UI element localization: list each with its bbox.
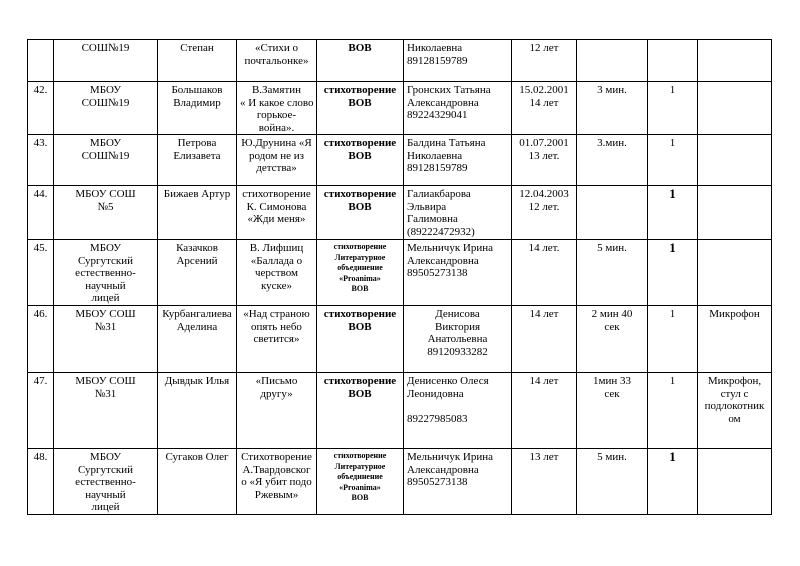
teacher-line: 89505273138 <box>407 476 468 488</box>
participants-count-cell <box>648 449 698 515</box>
school-cell <box>54 306 158 373</box>
genre-line: ВОВ <box>348 320 372 333</box>
work-title-line: А.Твардовског <box>242 463 311 476</box>
teacher-line: Галимовна <box>407 213 458 225</box>
work-title-line: «Письмо <box>255 375 298 387</box>
equipment-line <box>701 137 768 150</box>
participants-count-cell <box>648 40 698 82</box>
equipment-cell <box>698 82 772 135</box>
participants-count-cell <box>648 82 698 135</box>
participants-count-text: 1 <box>669 308 676 320</box>
age-line: 12 лет <box>529 42 559 54</box>
genre-line: «Proanima» <box>339 273 381 283</box>
table-row <box>28 373 772 449</box>
genre-cell <box>317 135 404 186</box>
participant-name-cell <box>158 82 237 135</box>
row-number-cell <box>28 373 54 449</box>
work-title-cell <box>237 40 317 82</box>
work-title-line: « И какое слово <box>240 96 314 109</box>
participant-name-cell <box>158 186 237 240</box>
participant-name-line: Елизавета <box>173 149 221 162</box>
row-number-cell <box>28 135 54 186</box>
duration-cell <box>577 135 648 186</box>
teacher-line: Денисенко Олеся <box>407 375 489 387</box>
work-title-line: почтальонке» <box>244 54 309 67</box>
participant-name-line: Арсений <box>176 254 218 267</box>
equipment-cell <box>698 135 772 186</box>
teacher-line <box>407 400 508 413</box>
school-line: МБОУ СОШ <box>75 188 136 200</box>
teacher-cell <box>404 135 512 186</box>
participant-name-cell <box>158 449 237 515</box>
participant-name-line: Аделина <box>176 320 218 333</box>
work-title-line: В. Лифшиц <box>249 242 304 254</box>
school-line: №31 <box>94 387 117 400</box>
age-line: 13 лет. <box>528 149 560 162</box>
teacher-cell <box>404 40 512 82</box>
duration-line <box>580 42 644 55</box>
equipment-line <box>701 188 768 201</box>
duration-cell <box>577 306 648 373</box>
work-title-line: «Жди меня» <box>247 213 306 225</box>
genre-line: стихотворение <box>323 137 397 149</box>
teacher-line: Мельничук Ирина <box>407 451 494 463</box>
school-line: научный <box>85 279 126 292</box>
participant-name-line: Бижаев Артур <box>163 188 231 200</box>
table-row <box>28 82 772 135</box>
age-line: 14 лет <box>529 96 559 109</box>
school-line: СОШ№19 <box>81 149 130 162</box>
equipment-cell <box>698 40 772 82</box>
participants-count-text <box>651 42 694 55</box>
duration-line: 3.мин. <box>597 137 627 149</box>
age-cell <box>512 240 577 306</box>
school-line: МБОУ <box>89 84 122 96</box>
row-number-text: 44. <box>33 188 48 200</box>
participants-count-cell <box>648 240 698 306</box>
school-line: МБОУ <box>89 451 122 463</box>
table-row <box>28 40 772 82</box>
duration-cell <box>577 449 648 515</box>
teacher-line: Гронских Татьяна <box>407 84 491 96</box>
work-title-line: горькое- <box>256 109 297 121</box>
work-title-cell <box>237 449 317 515</box>
participants-count-cell <box>648 135 698 186</box>
age-line: 15.02.2001 <box>519 84 569 96</box>
participants-count-text: 1 <box>669 84 676 96</box>
duration-line: сек <box>604 387 620 400</box>
genre-line: стихотворение <box>323 375 397 387</box>
participant-name-line: Петрова <box>177 137 217 149</box>
duration-line: 1мин 33 <box>593 375 631 387</box>
school-line: МБОУ СОШ <box>75 375 136 387</box>
participant-name-line: Курбангалиева <box>162 308 232 320</box>
age-cell <box>512 186 577 240</box>
equipment-cell <box>698 449 772 515</box>
school-line: СОШ№19 <box>81 42 130 54</box>
teacher-line: 89120933282 <box>427 345 488 358</box>
equipment-line <box>701 451 768 464</box>
participants-count-text: 1 <box>669 240 676 255</box>
school-line: Сургутский <box>77 254 134 267</box>
participants-table <box>27 39 772 515</box>
duration-cell <box>577 373 648 449</box>
participant-name-line: Дывдык Илья <box>164 375 230 387</box>
age-cell <box>512 306 577 373</box>
school-line: МБОУ <box>89 242 122 254</box>
age-line: 13 лет <box>529 451 559 463</box>
genre-line: Литературное <box>334 461 386 471</box>
genre-line: стихотворение <box>333 242 387 251</box>
work-title-line: о «Я убит подо <box>241 476 312 488</box>
participants-count-text: 1 <box>669 375 676 387</box>
duration-line: 5 мин. <box>597 242 627 254</box>
teacher-line: Виктория <box>434 320 481 333</box>
duration-line <box>580 188 644 201</box>
genre-cell <box>317 82 404 135</box>
genre-line: ВОВ <box>351 493 369 502</box>
duration-cell <box>577 40 648 82</box>
teacher-line: Николаевна <box>407 42 463 54</box>
genre-line: стихотворение <box>323 188 397 200</box>
table-row <box>28 186 772 240</box>
row-number-text: 46. <box>33 308 48 320</box>
genre-line: ВОВ <box>348 42 372 54</box>
school-cell <box>54 373 158 449</box>
participant-name-cell <box>158 240 237 306</box>
work-title-line: «Стихи о <box>254 42 299 54</box>
genre-line: ВОВ <box>348 387 372 400</box>
school-cell <box>54 449 158 515</box>
teacher-cell <box>404 373 512 449</box>
table-row <box>28 306 772 373</box>
genre-line: стихотворение <box>323 308 397 320</box>
equipment-line: Микрофон, <box>707 375 762 387</box>
duration-cell <box>577 82 648 135</box>
equipment-cell <box>698 306 772 373</box>
genre-line: ВОВ <box>348 200 372 213</box>
row-number-cell <box>28 186 54 240</box>
participant-name-cell <box>158 373 237 449</box>
table-row <box>28 240 772 306</box>
row-number-text: 47. <box>33 375 48 387</box>
teacher-cell <box>404 82 512 135</box>
school-line: №5 <box>97 200 114 213</box>
age-line: 14 лет. <box>528 242 560 254</box>
school-line: естественно- <box>75 476 136 488</box>
equipment-line: Микрофон <box>709 308 760 320</box>
teacher-line: Александровна <box>407 254 479 267</box>
work-title-line: Ржевым» <box>254 488 299 501</box>
work-title-cell <box>237 135 317 186</box>
work-title-line: Стихотворение <box>241 451 312 463</box>
teacher-line: 89227985083 <box>407 412 468 425</box>
genre-line: объединение <box>337 472 383 481</box>
work-title-line: стихотворение <box>242 188 311 200</box>
age-line: 12.04.2003 <box>519 188 569 200</box>
row-number-text: 48. <box>33 451 48 463</box>
age-cell <box>512 135 577 186</box>
duration-line: 3 мин. <box>597 84 627 96</box>
participants-count-text: 1 <box>669 137 676 149</box>
equipment-line: подлокотник <box>704 400 765 412</box>
work-title-line: «Над страною <box>243 308 310 320</box>
row-number-cell <box>28 82 54 135</box>
participant-name-cell <box>158 135 237 186</box>
school-cell <box>54 82 158 135</box>
school-line: лицей <box>91 501 120 513</box>
row-number-cell <box>28 40 54 82</box>
school-line: естественно- <box>75 267 136 279</box>
school-cell <box>54 135 158 186</box>
teacher-line: Анатольевна <box>427 333 488 345</box>
genre-line: «Proanima» <box>339 482 381 492</box>
teacher-cell <box>404 240 512 306</box>
teacher-line: Денисова <box>435 308 480 320</box>
work-title-line: В.Замятин <box>251 84 302 96</box>
work-title-cell <box>237 373 317 449</box>
equipment-line <box>701 242 768 255</box>
genre-cell <box>317 373 404 449</box>
genre-line: стихотворение <box>333 451 387 460</box>
row-number-cell <box>28 449 54 515</box>
work-title-cell <box>237 306 317 373</box>
duration-cell <box>577 186 648 240</box>
teacher-line: 89505273138 <box>407 267 468 279</box>
teacher-cell <box>404 186 512 240</box>
work-title-line: куске» <box>260 279 293 292</box>
school-cell <box>54 240 158 306</box>
school-cell <box>54 40 158 82</box>
genre-line: ВОВ <box>348 149 372 162</box>
equipment-cell <box>698 186 772 240</box>
table-row <box>28 135 772 186</box>
participants-count-cell <box>648 186 698 240</box>
work-title-line: К. Симонова <box>246 200 307 213</box>
equipment-cell <box>698 373 772 449</box>
work-title-line: светится» <box>253 333 300 345</box>
work-title-line: детства» <box>256 162 297 174</box>
age-line: 12 лет. <box>528 200 560 213</box>
participant-name-line: Казачков <box>176 242 218 254</box>
participants-count-cell <box>648 306 698 373</box>
teacher-line: 89128159789 <box>407 54 468 67</box>
school-line: №31 <box>94 320 117 333</box>
equipment-line <box>701 84 768 97</box>
age-line: 14 лет <box>529 375 559 387</box>
work-title-line: Ю.Друнина «Я <box>241 137 312 149</box>
genre-cell <box>317 186 404 240</box>
genre-cell <box>317 240 404 306</box>
participant-name-cell <box>158 40 237 82</box>
teacher-cell <box>404 306 512 373</box>
participant-name-cell <box>158 306 237 373</box>
row-number-text <box>31 42 50 55</box>
teacher-line: (89222472932) <box>407 225 475 238</box>
participant-name-line: Степан <box>180 42 214 54</box>
school-line: лицей <box>91 292 120 304</box>
teacher-line: Балдина Татьяна <box>407 137 486 149</box>
age-cell <box>512 40 577 82</box>
teacher-line: Мельничук Ирина <box>407 242 494 254</box>
participant-name-line: Владимир <box>173 96 221 109</box>
duration-line: 5 мин. <box>597 451 627 463</box>
work-title-cell <box>237 186 317 240</box>
teacher-line: 89128159789 <box>407 162 468 174</box>
equipment-line <box>701 42 768 55</box>
work-title-line: опять небо <box>251 320 302 333</box>
school-cell <box>54 186 158 240</box>
participants-count-text: 1 <box>669 186 676 201</box>
row-number-text: 42. <box>33 84 48 96</box>
genre-line: стихотворение <box>323 84 397 96</box>
duration-line: 2 мин 40 <box>591 308 633 320</box>
work-title-line: родом не из <box>248 149 305 162</box>
teacher-line: Эльвира <box>407 200 447 213</box>
teacher-line: Александровна <box>407 463 479 476</box>
equipment-line: стул с <box>720 387 749 400</box>
genre-cell <box>317 40 404 82</box>
duration-cell <box>577 240 648 306</box>
teacher-line: Александровна <box>407 96 479 109</box>
teacher-line: Леонидовна <box>407 387 464 400</box>
genre-line: ВОВ <box>348 96 372 109</box>
genre-cell <box>317 306 404 373</box>
work-title-cell <box>237 82 317 135</box>
genre-line: объединение <box>337 263 383 272</box>
age-line: 01.07.2001 <box>519 137 569 149</box>
work-title-line: другу» <box>260 387 293 400</box>
work-title-line: война». <box>258 121 295 134</box>
participants-count-text: 1 <box>669 449 676 464</box>
row-number-text: 43. <box>33 137 48 149</box>
duration-line: сек <box>604 320 620 333</box>
work-title-line: черством <box>255 267 298 279</box>
age-cell <box>512 449 577 515</box>
school-line: МБОУ <box>89 137 122 149</box>
age-line: 14 лет <box>529 308 559 320</box>
equipment-cell <box>698 240 772 306</box>
teacher-line: Николаевна <box>407 149 463 162</box>
participants-count-cell <box>648 373 698 449</box>
school-line: научный <box>85 488 126 501</box>
school-line: МБОУ СОШ <box>75 308 136 320</box>
teacher-line: 89224329041 <box>407 109 468 121</box>
equipment-line: ом <box>728 412 741 425</box>
row-number-cell <box>28 306 54 373</box>
teacher-cell <box>404 449 512 515</box>
row-number-cell <box>28 240 54 306</box>
table-row <box>28 449 772 515</box>
work-title-line: «Баллада о <box>250 254 303 267</box>
genre-line: Литературное <box>334 252 386 262</box>
age-cell <box>512 373 577 449</box>
genre-cell <box>317 449 404 515</box>
age-cell <box>512 82 577 135</box>
genre-line: ВОВ <box>351 284 369 293</box>
participant-name-line: Большаков <box>171 84 223 96</box>
school-line: Сургутский <box>77 463 134 476</box>
school-line: СОШ№19 <box>81 96 130 109</box>
work-title-cell <box>237 240 317 306</box>
teacher-line: Галиакбарова <box>407 188 471 200</box>
participant-name-line: Сугаков Олег <box>165 451 229 463</box>
row-number-text: 45. <box>33 242 48 254</box>
